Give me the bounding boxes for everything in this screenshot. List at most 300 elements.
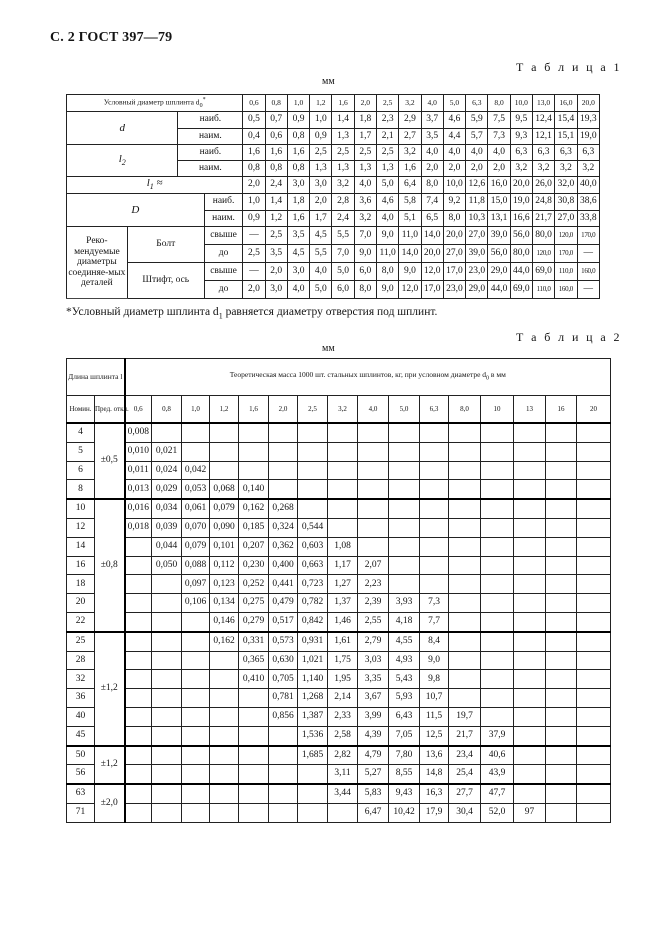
table-cell [514, 784, 546, 803]
table-row [67, 423, 611, 442]
table-cell [514, 556, 546, 575]
table-cell [546, 480, 577, 499]
table-cell: 3,5 [421, 129, 443, 145]
table-row [67, 556, 611, 575]
table-cell: 3,11 [328, 765, 358, 784]
length-header: Длина шплинта l [67, 359, 125, 396]
table-cell: 21,7 [449, 726, 481, 745]
table-cell [577, 537, 611, 556]
head-label [67, 95, 243, 112]
table-cell: 0,024 [152, 461, 182, 480]
over-label: свыше [204, 227, 243, 245]
size-header: 20 [577, 396, 611, 424]
table-cell [269, 726, 298, 745]
table-cell [152, 726, 182, 745]
table-cell: 4,0 [421, 145, 443, 161]
table-cell [514, 442, 546, 461]
table-cell: 3,0 [287, 177, 309, 194]
nominal-header: Номин. [67, 396, 95, 424]
table-cell [358, 499, 389, 518]
table-cell: 4,0 [310, 263, 332, 281]
upto-label: до [204, 281, 243, 299]
table-cell: 23,0 [443, 281, 465, 299]
table-cell: 17,0 [443, 263, 465, 281]
length-cell: 12 [67, 518, 95, 537]
table-cell [125, 784, 152, 803]
table-cell: 25,4 [449, 765, 481, 784]
table-cell: 0,146 [210, 612, 239, 631]
length-cell: 28 [67, 651, 95, 670]
table-cell [546, 556, 577, 575]
tolerance-cell: ±0,5 [95, 423, 125, 499]
size-header: 2,0 [354, 95, 376, 112]
table-cell: 44,0 [510, 263, 532, 281]
size-header: 4,0 [358, 396, 389, 424]
table-cell [152, 594, 182, 613]
table-cell: 2,5 [376, 145, 398, 161]
table-cell [449, 499, 481, 518]
table-cell: 1,6 [399, 161, 421, 177]
table2-subheader-row [67, 396, 611, 424]
table-cell: 160,0 [577, 263, 599, 281]
table-cell: 12,6 [466, 177, 488, 194]
table-cell [546, 518, 577, 537]
size-header: 2,0 [269, 396, 298, 424]
table-cell [514, 537, 546, 556]
table-cell [239, 803, 269, 822]
mass-table [66, 358, 611, 823]
table-cell: 2,23 [358, 575, 389, 594]
table-cell: — [577, 245, 599, 263]
table-cell [481, 651, 514, 670]
table-cell: 5,0 [310, 281, 332, 299]
table-cell [420, 499, 449, 518]
table-cell: 37,9 [481, 726, 514, 745]
length-cell: 63 [67, 784, 95, 803]
table-cell: 0,400 [269, 556, 298, 575]
length-cell: 56 [67, 765, 95, 784]
table-cell: 9,0 [376, 227, 398, 245]
table-cell: 0,603 [298, 537, 328, 556]
length-cell: 18 [67, 575, 95, 594]
table-cell [152, 765, 182, 784]
table-cell: 9,5 [510, 112, 532, 129]
table-cell: 20,0 [421, 245, 443, 263]
table-cell: 19,0 [577, 129, 599, 145]
min-label: наим. [178, 129, 243, 145]
table-cell: 4,5 [310, 227, 332, 245]
table-cell: 5,5 [332, 227, 354, 245]
table-cell [546, 765, 577, 784]
tolerance-cell: ±2,0 [95, 784, 125, 822]
length-cell: 14 [67, 537, 95, 556]
table-cell [210, 442, 239, 461]
table-cell: 0,079 [210, 499, 239, 518]
table-cell: 7,0 [332, 245, 354, 263]
footnote: *Условный диаметр шплинта $d_1$ равняется диаметру отверстия под шплинт. [66, 306, 438, 321]
d-label: d [67, 112, 178, 145]
table-cell: 1,3 [332, 129, 354, 145]
length-cell: 71 [67, 803, 95, 822]
table-cell: 0,011 [125, 461, 152, 480]
size-header: 1,6 [332, 95, 354, 112]
table-cell [182, 632, 210, 651]
table-cell [358, 423, 389, 442]
table-cell: 5,83 [358, 784, 389, 803]
table-cell: 2,8 [332, 194, 354, 211]
table-cell: 8,4 [420, 632, 449, 651]
table-cell: 0,097 [182, 575, 210, 594]
table-cell [577, 707, 611, 726]
table-cell: 5,1 [399, 211, 421, 227]
table-cell: 3,2 [532, 161, 554, 177]
table-cell: 33,8 [577, 211, 599, 227]
table-cell: 4,5 [287, 245, 309, 263]
table-cell [420, 537, 449, 556]
table-cell [546, 499, 577, 518]
table-cell: 15,0 [488, 194, 510, 211]
table-cell [298, 784, 328, 803]
table-cell [577, 594, 611, 613]
table-cell: 9,2 [443, 194, 465, 211]
table-cell: 40,0 [577, 177, 599, 194]
table-cell: 9,0 [354, 245, 376, 263]
table-cell: 9,0 [399, 263, 421, 281]
head-label-star: * [202, 97, 206, 103]
table-cell: 0,723 [298, 575, 328, 594]
D-label: D [67, 194, 205, 227]
table-cell [577, 518, 611, 537]
table-cell: 0,663 [298, 556, 328, 575]
table-cell: 4,55 [389, 632, 420, 651]
table-cell [546, 632, 577, 651]
table-cell: 0,008 [125, 423, 152, 442]
table-cell: 2,0 [443, 161, 465, 177]
table-cell: 1,4 [332, 112, 354, 129]
table-cell: 2,33 [328, 707, 358, 726]
size-header: 8,0 [449, 396, 481, 424]
length-cell: 20 [67, 594, 95, 613]
table-cell [328, 480, 358, 499]
table-cell [269, 423, 298, 442]
table-cell: 1,8 [287, 194, 309, 211]
table-cell: 97 [514, 803, 546, 822]
table-cell: 0,517 [269, 612, 298, 631]
table-cell: 0,106 [182, 594, 210, 613]
table-cell [449, 594, 481, 613]
table-cell: 0,185 [239, 518, 269, 537]
l2-letter: l [118, 152, 122, 165]
table-cell: 1,37 [328, 594, 358, 613]
table-cell: 13,1 [488, 211, 510, 227]
table-cell: 1,3 [310, 161, 332, 177]
table-cell: 12,5 [420, 726, 449, 745]
table-cell: — [243, 263, 265, 281]
table-cell [577, 784, 611, 803]
table-cell: 5,8 [399, 194, 421, 211]
size-header: 4,0 [421, 95, 443, 112]
table-cell [182, 784, 210, 803]
max-label: наиб. [204, 194, 243, 211]
length-cell: 36 [67, 689, 95, 708]
size-header: 13,0 [532, 95, 554, 112]
table-cell: 2,0 [310, 194, 332, 211]
table-cell: 0,090 [210, 518, 239, 537]
size-header: 16,0 [555, 95, 577, 112]
table-cell: 7,05 [389, 726, 420, 745]
table-cell: 2,0 [243, 281, 265, 299]
table-cell [514, 632, 546, 651]
table-cell: 1,75 [328, 651, 358, 670]
table-cell: 3,5 [287, 227, 309, 245]
table1-header-row [67, 95, 600, 112]
table-cell: 23,4 [449, 746, 481, 765]
table-row [67, 612, 611, 631]
table-cell: 5,0 [376, 177, 398, 194]
table-cell: 0,324 [269, 518, 298, 537]
table-cell: 2,0 [421, 161, 443, 177]
size-header: 10 [481, 396, 514, 424]
mass-header-suffix: в мм [489, 370, 506, 380]
length-cell: 6 [67, 461, 95, 480]
table-cell: 4,0 [466, 145, 488, 161]
table-cell [152, 651, 182, 670]
table-cell [546, 726, 577, 745]
table-cell: 1,17 [328, 556, 358, 575]
length-cell: 45 [67, 726, 95, 745]
size-header: 1,2 [210, 396, 239, 424]
table-cell: 2,5 [354, 145, 376, 161]
table-cell: 4,0 [287, 281, 309, 299]
table-cell: 3,35 [358, 670, 389, 689]
table-row [67, 803, 611, 822]
table-cell: 27,7 [449, 784, 481, 803]
table-cell: 1,4 [265, 194, 287, 211]
table-cell: 120,0 [532, 245, 554, 263]
table-cell [546, 746, 577, 765]
bolt-label: Болт [127, 227, 204, 263]
table-cell: 30,8 [555, 194, 577, 211]
length-cell: 5 [67, 442, 95, 461]
l1-letter: l [146, 177, 150, 190]
table-cell: 1,268 [298, 689, 328, 708]
table-cell: 1,387 [298, 707, 328, 726]
table-cell [514, 480, 546, 499]
table-cell [328, 423, 358, 442]
table-cell: 12,4 [532, 112, 554, 129]
table-cell: 27,0 [466, 227, 488, 245]
size-header: 3,2 [328, 396, 358, 424]
table-cell: 0,781 [269, 689, 298, 708]
table-row [67, 145, 600, 161]
table-cell [514, 726, 546, 745]
table-cell: 0,079 [182, 537, 210, 556]
table-cell [481, 537, 514, 556]
table-cell [577, 689, 611, 708]
table-cell: 43,9 [481, 765, 514, 784]
table-cell: 29,0 [466, 281, 488, 299]
table-cell [210, 784, 239, 803]
table-cell: 110,0 [555, 263, 577, 281]
table-cell: 0,9 [243, 211, 265, 227]
size-header: 20,0 [577, 95, 599, 112]
table-cell: 1,2 [265, 211, 287, 227]
table-cell: 0,573 [269, 632, 298, 651]
table-cell: 1,021 [298, 651, 328, 670]
table-cell: 4,18 [389, 612, 420, 631]
table-cell [125, 575, 152, 594]
table-cell [514, 670, 546, 689]
table-cell [125, 632, 152, 651]
size-header: 0,6 [243, 95, 265, 112]
table-cell: 0,5 [243, 112, 265, 129]
size-header: 2,5 [298, 396, 328, 424]
table-cell: 1,3 [332, 161, 354, 177]
table-cell [389, 575, 420, 594]
table-cell [210, 746, 239, 765]
table-cell: 1,0 [243, 194, 265, 211]
table-cell [420, 480, 449, 499]
table-cell: 9,8 [420, 670, 449, 689]
table-cell [182, 670, 210, 689]
table-cell: 6,4 [399, 177, 421, 194]
table-cell: 11,0 [399, 227, 421, 245]
table-cell [210, 651, 239, 670]
table-cell: 80,0 [532, 227, 554, 245]
table-cell [182, 803, 210, 822]
table-cell: 3,0 [265, 281, 287, 299]
table-row [67, 194, 600, 211]
table-row [67, 765, 611, 784]
table-cell: 0,042 [182, 461, 210, 480]
table-cell: 56,0 [488, 245, 510, 263]
table-cell [298, 461, 328, 480]
length-cell: 8 [67, 480, 95, 499]
length-cell: 4 [67, 423, 95, 442]
table-cell [182, 612, 210, 631]
table-cell: 6,43 [389, 707, 420, 726]
table-cell: 6,3 [577, 145, 599, 161]
table-cell [577, 499, 611, 518]
table-cell: 4,0 [443, 145, 465, 161]
table-cell [239, 442, 269, 461]
table-cell: 2,5 [265, 227, 287, 245]
size-header: 6,3 [466, 95, 488, 112]
table-cell [152, 784, 182, 803]
size-header: 0,6 [125, 396, 152, 424]
mass-header [125, 359, 611, 396]
table-cell: 0,134 [210, 594, 239, 613]
table-cell: 29,0 [488, 263, 510, 281]
size-header: 16 [546, 396, 577, 424]
table-cell [210, 707, 239, 726]
table-cell: 1,46 [328, 612, 358, 631]
table-cell: 0,441 [269, 575, 298, 594]
table-cell [481, 670, 514, 689]
table-cell: 2,5 [332, 145, 354, 161]
table-cell [577, 803, 611, 822]
table-cell: 0,010 [125, 442, 152, 461]
table-cell: 15,1 [555, 129, 577, 145]
table-cell: 19,0 [510, 194, 532, 211]
table-cell: 0,140 [239, 480, 269, 499]
table-cell [481, 689, 514, 708]
table-cell: 3,7 [421, 112, 443, 129]
table-cell: 6,5 [421, 211, 443, 227]
table-cell [546, 651, 577, 670]
table-cell: 7,80 [389, 746, 420, 765]
table-cell: 0,9 [310, 129, 332, 145]
table-cell: 12,1 [532, 129, 554, 145]
table-cell [328, 461, 358, 480]
table-cell: 27,0 [443, 245, 465, 263]
table-cell [514, 612, 546, 631]
table-cell [152, 632, 182, 651]
table-cell [449, 556, 481, 575]
length-cell: 32 [67, 670, 95, 689]
table-cell: 2,14 [328, 689, 358, 708]
table-cell: 7,0 [354, 227, 376, 245]
size-header: 1,0 [182, 396, 210, 424]
table-cell: 9,3 [510, 129, 532, 145]
tolerance-cell: ±1,2 [95, 632, 125, 746]
length-cell: 40 [67, 707, 95, 726]
table-row [67, 689, 611, 708]
table-cell [481, 594, 514, 613]
table-cell [182, 689, 210, 708]
table-cell: 4,79 [358, 746, 389, 765]
table-cell: 7,7 [420, 612, 449, 631]
table-cell [546, 537, 577, 556]
table-cell [269, 461, 298, 480]
table-cell [182, 442, 210, 461]
table-cell: 0,044 [152, 537, 182, 556]
table-cell [481, 575, 514, 594]
table-cell: 3,5 [265, 245, 287, 263]
table-cell [577, 480, 611, 499]
table-cell [389, 480, 420, 499]
table-cell [269, 746, 298, 765]
table-cell: 3,2 [555, 161, 577, 177]
table-cell [481, 423, 514, 442]
table-cell: 110,0 [532, 281, 554, 299]
table-cell [449, 575, 481, 594]
table-cell: 0,365 [239, 651, 269, 670]
table-cell: 3,03 [358, 651, 389, 670]
table-cell: 5,5 [310, 245, 332, 263]
table-cell: 38,6 [577, 194, 599, 211]
table-cell [546, 594, 577, 613]
table-cell [298, 423, 328, 442]
table-cell: 0,630 [269, 651, 298, 670]
table-cell: 1,3 [376, 161, 398, 177]
table-cell: 170,0 [555, 245, 577, 263]
table-cell [152, 803, 182, 822]
table-cell [152, 575, 182, 594]
table-cell [210, 670, 239, 689]
table-row [67, 518, 611, 537]
table-cell: 0,705 [269, 670, 298, 689]
table-cell: 1,8 [354, 112, 376, 129]
table-cell: 17,9 [420, 803, 449, 822]
table-cell: 4,39 [358, 726, 389, 745]
length-cell: 22 [67, 612, 95, 631]
length-cell: 50 [67, 746, 95, 765]
table-cell: 0,013 [125, 480, 152, 499]
table-cell: 170,0 [577, 227, 599, 245]
tolerance-cell: ±0,8 [95, 499, 125, 632]
table-cell: 0,162 [210, 632, 239, 651]
